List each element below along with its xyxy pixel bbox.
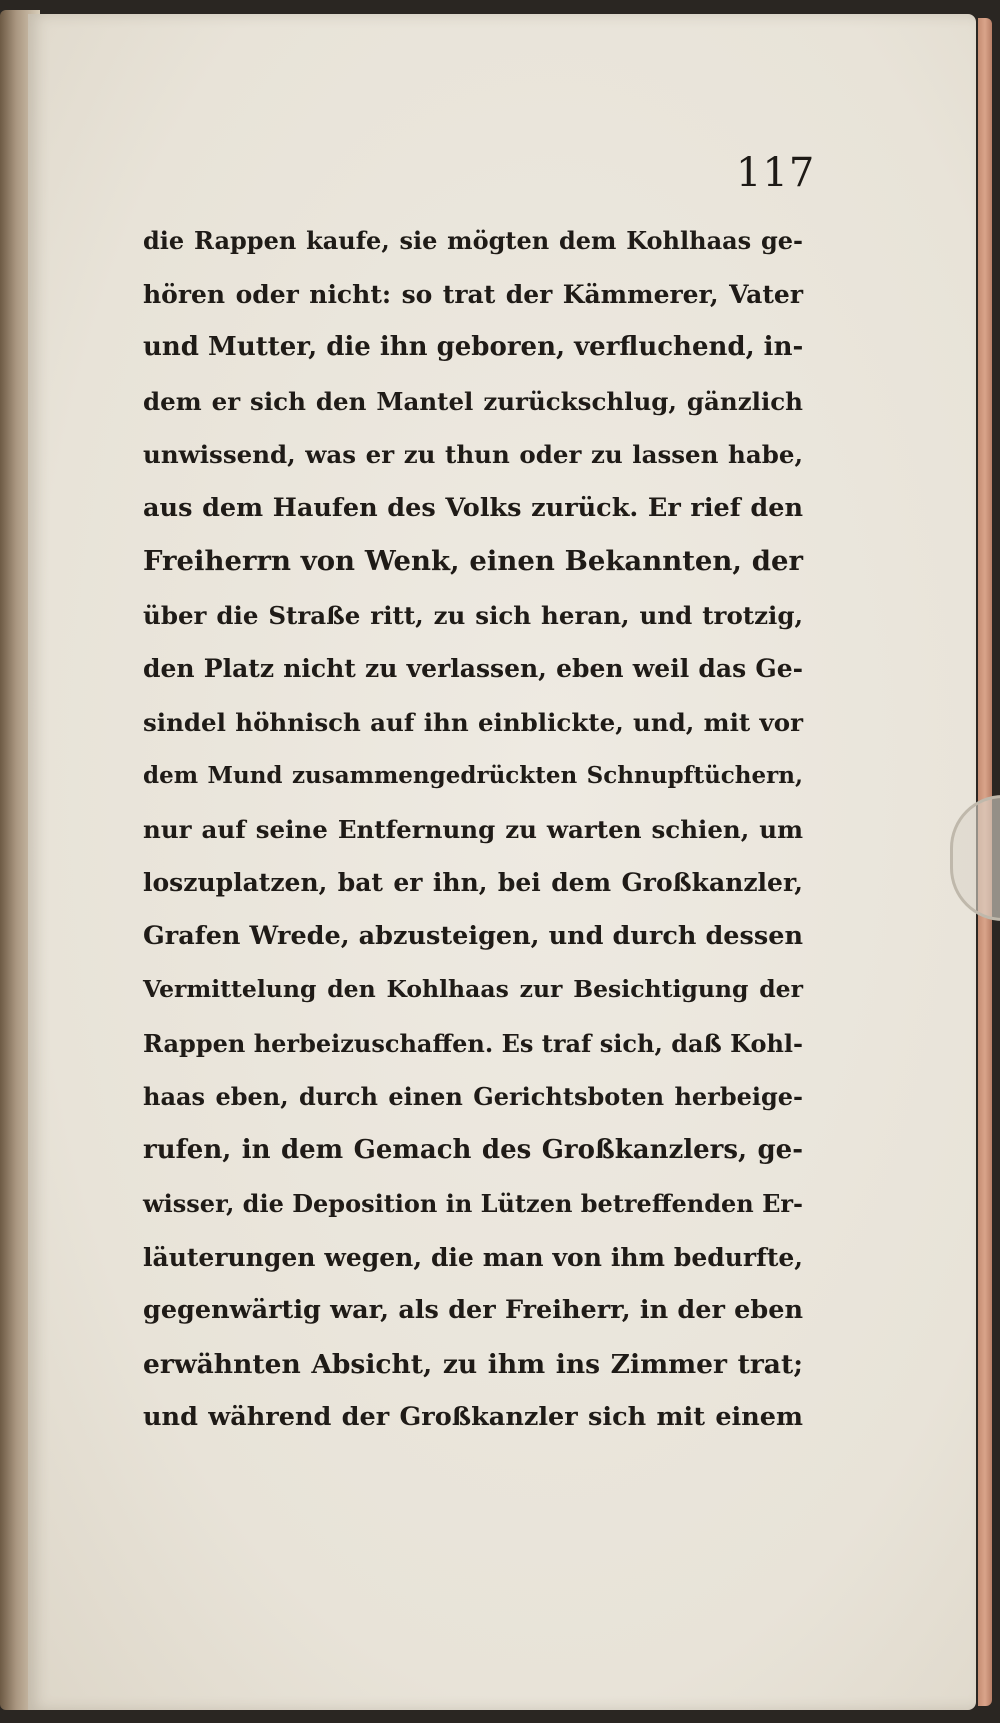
text-line: über die Straße ritt, zu sich heran, und trotzig,	[143, 600, 803, 630]
text-line: haas eben, durch einen Gerichtsboten herbeige-	[143, 1082, 803, 1111]
text-line: Rappen herbeizuschaffen. Es traf sich, daß Kohl-	[143, 1028, 803, 1058]
body-text	[143, 214, 803, 1445]
text-line: dem er sich den Mantel zurückschlug, gänzlich	[143, 386, 803, 416]
text-line: Freiherrn von Wenk, einen Bekannten, der	[143, 545, 803, 577]
text-line: erwähnten Absicht, zu ihm ins Zimmer trat;	[143, 1348, 803, 1380]
page-number: 117	[736, 150, 816, 196]
text-line: gegenwärtig war, als der Freiherr, in der eben	[143, 1295, 803, 1325]
text-line: den Platz nicht zu verlassen, eben weil das Ge-	[143, 654, 803, 683]
text-line: rufen, in dem Gemach des Großkanzlers, ge-	[143, 1134, 803, 1165]
text-line: Vermittelung den Kohlhaas zur Besichtigung der	[143, 975, 803, 1003]
text-line: hören oder nicht: so trat der Kämmerer, Vater	[143, 279, 803, 309]
text-line: loszuplatzen, bat er ihn, bei dem Großkanzler,	[143, 868, 803, 897]
text-line: wisser, die Deposition in Lützen betreffenden Er-	[143, 1189, 803, 1218]
text-line: Grafen Wrede, abzusteigen, und durch dessen	[143, 920, 803, 951]
text-line: und Mutter, die ihn geboren, verfluchend, in-	[143, 332, 804, 362]
text-line: nur auf seine Entfernung zu warten schien, um	[143, 814, 803, 844]
text-line: unwissend, was er zu thun oder zu lassen habe,	[143, 440, 803, 469]
text-line: dem Mund zusammengedrückten Schnupftüchern,	[143, 762, 803, 789]
text-line: aus dem Haufen des Volks zurück. Er rief den	[143, 492, 803, 523]
text-line: läuterungen wegen, die man von ihm bedurfte,	[143, 1242, 803, 1272]
text-line: sindel höhnisch auf ihn einblickte, und, mit vor	[143, 707, 803, 737]
text-line: und während der Großkanzler sich mit einem	[143, 1402, 803, 1432]
text-line: die Rappen kaufe, sie mögten dem Kohlhaas ge-	[143, 226, 803, 255]
